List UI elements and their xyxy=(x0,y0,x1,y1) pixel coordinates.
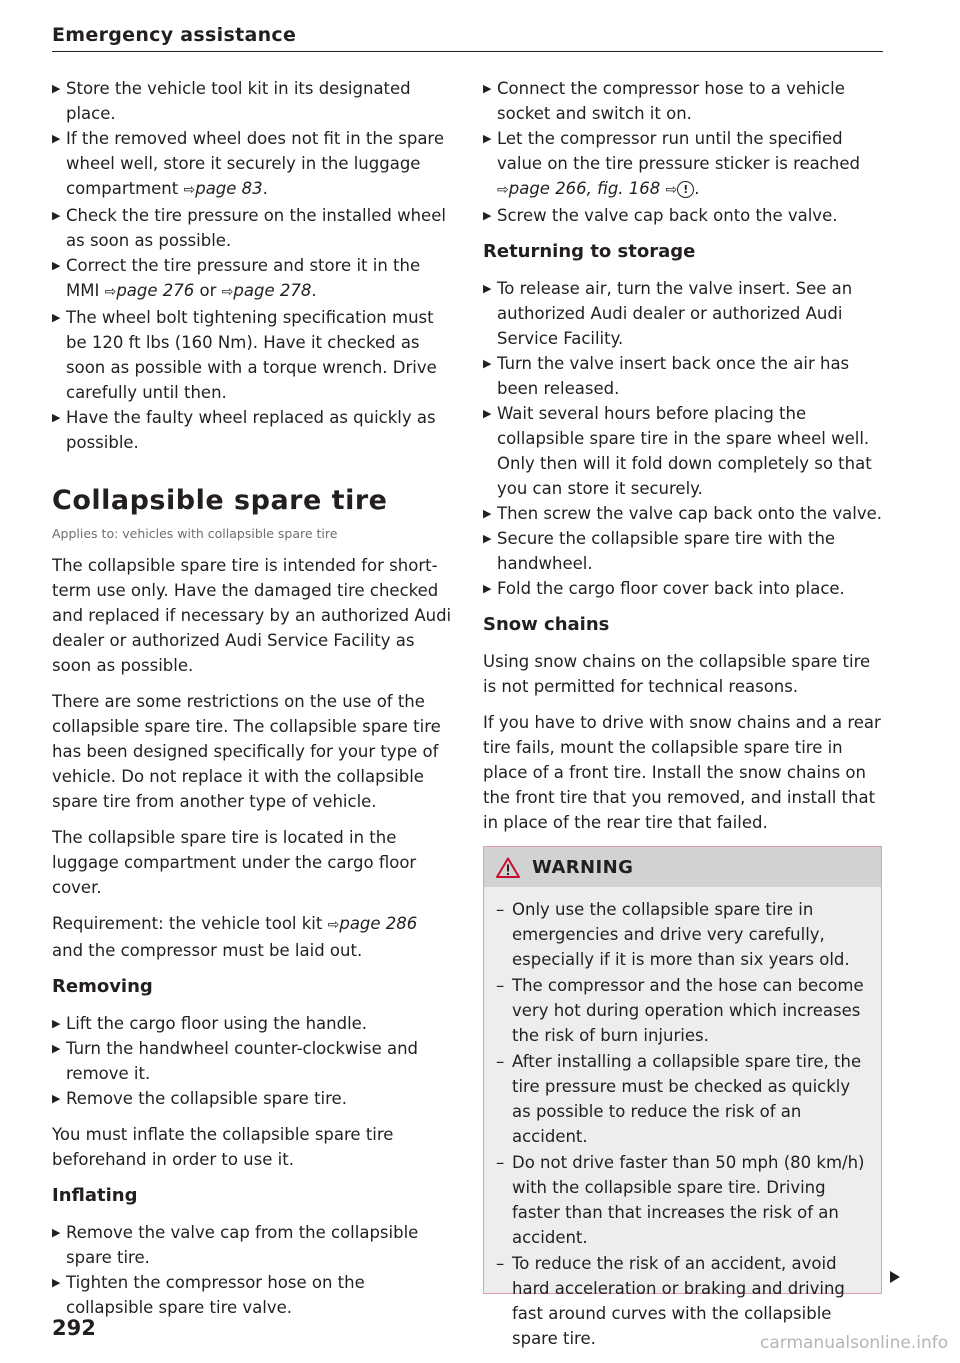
paragraph: You must inflate the collapsible spare tire beforehand in order to use it. xyxy=(52,1125,394,1169)
paragraph: The collapsible spare tire is located in the luggage compartment under the cargo floor cover. xyxy=(52,828,417,897)
triangle-right-icon: ▶ xyxy=(52,411,61,424)
paragraph: If you have to drive with snow chains and a rear tire fails, mount the collapsible spare tire in place of a front tire. Install the snow chains on the front tire that you removed, and install that in place of the rear tire that failed. xyxy=(483,713,881,832)
watermark: carmanualsonline.info xyxy=(760,1333,949,1353)
paragraph: Using snow chains on the collapsible spare tire is not permitted for technical reasons. xyxy=(483,652,871,696)
triangle-right-icon: ▶ xyxy=(52,1017,61,1030)
list-item: ▶ Let the compressor run until the specified value on the tire pressure sticker is reached ⇨page 266, fig. 168 ⇨ ! . xyxy=(483,126,883,203)
subhead-returning-to-storage: Returning to storage xyxy=(483,241,696,262)
triangle-right-icon: ▶ xyxy=(483,132,492,145)
triangle-right-icon: ▶ xyxy=(483,357,492,370)
triangle-right-icon: ▶ xyxy=(52,1092,61,1105)
page-number: 292 xyxy=(52,1316,96,1340)
warning-title: WARNING xyxy=(532,856,634,878)
page-ref-link[interactable]: ⇨page 278 xyxy=(221,281,312,300)
triangle-right-icon: ▶ xyxy=(52,82,61,95)
header-rule xyxy=(52,51,883,52)
list-item: ▶ Secure the collapsible spare tire with the handwheel. xyxy=(483,526,883,576)
continue-arrow-icon xyxy=(890,1271,900,1283)
list-item: ▶ Store the vehicle tool kit in its designated place. xyxy=(52,76,452,126)
list-item: ▶ Connect the compressor hose to a vehicle socket and switch it on. xyxy=(483,76,883,126)
arrow-right-icon: ⇨ xyxy=(665,182,678,198)
triangle-right-icon: ▶ xyxy=(483,507,492,520)
triangle-right-icon: ▶ xyxy=(483,209,492,222)
warning-triangle-icon xyxy=(496,857,520,878)
arrow-right-icon: ⇨ xyxy=(221,284,234,300)
arrow-right-icon: ⇨ xyxy=(104,284,117,300)
list-item: ▶ Remove the collapsible spare tire. xyxy=(52,1086,452,1111)
list-item: – To reduce the risk of an accident, avoid hard acceleration or braking and driving fast around curves with the collapsible spare tire. xyxy=(496,1254,845,1348)
triangle-right-icon: ▶ xyxy=(52,209,61,222)
list-item: ▶ Turn the handwheel counter-clockwise and remove it. xyxy=(52,1036,452,1086)
list-item: ▶ Remove the valve cap from the collapsible spare tire. xyxy=(52,1220,452,1270)
triangle-right-icon: ▶ xyxy=(483,82,492,95)
warning-box xyxy=(483,846,882,1348)
list-item: ▶ If the removed wheel does not fit in the spare wheel well, store it securely in the luggage compartment ⇨page 83. xyxy=(52,126,452,203)
triangle-right-icon: ▶ xyxy=(52,1042,61,1055)
arrow-right-icon: ⇨ xyxy=(327,917,340,933)
applies-to-note: Applies to: vehicles with collapsible spare tire xyxy=(52,526,338,541)
list-item: ▶ Fold the cargo floor cover back into place. xyxy=(483,576,883,601)
subhead-inflating: Inflating xyxy=(52,1185,138,1206)
triangle-right-icon: ▶ xyxy=(483,282,492,295)
triangle-right-icon: ▶ xyxy=(52,1276,61,1289)
list-item: ▶ The wheel bolt tightening specification must be 120 ft lbs (160 Nm). Have it checked as soon as possible with a torque wrench. Drive carefully until then. xyxy=(52,305,452,405)
caution-icon[interactable]: ! xyxy=(677,181,694,198)
subhead-snow-chains: Snow chains xyxy=(483,614,610,635)
triangle-right-icon: ▶ xyxy=(52,259,61,272)
right-column xyxy=(483,76,883,835)
page-header-title: Emergency assistance xyxy=(52,24,297,46)
triangle-right-icon: ▶ xyxy=(52,311,61,324)
list-item: ▶ Wait several hours before placing the collapsible spare tire in the spare wheel well. Only then will it fold down completely so that you can store it securely. xyxy=(483,401,883,501)
list-item: – The compressor and the hose can become very hot during operation which increases the risk of burn injuries. xyxy=(496,976,864,1045)
arrow-right-icon: ⇨ xyxy=(497,182,509,198)
list-item: ▶ Have the faulty wheel replaced as quickly as possible. xyxy=(52,405,452,455)
list-item: ▶ To release air, turn the valve insert. See an authorized Audi dealer or authorized Audi Service Facility. xyxy=(483,276,883,351)
page-ref-link[interactable]: ⇨page 286 xyxy=(327,914,418,933)
triangle-right-icon: ▶ xyxy=(483,582,492,595)
list-item: ▶ Check the tire pressure on the installed wheel as soon as possible. xyxy=(52,203,452,253)
paragraph: There are some restrictions on the use of the collapsible spare tire. The collapsible spare tire has been designed specifically for your type of vehicle. Do not replace it with the collapsible spare tire from another type of vehicle. xyxy=(52,692,441,811)
warning-header xyxy=(484,847,881,887)
warning-list xyxy=(484,887,881,1351)
list-item: – Do not drive faster than 50 mph (80 km/h) with the collapsible spare tire. Driving faster than that increases the risk of an accident. xyxy=(496,1153,865,1247)
list-item: – After installing a collapsible spare tire, the tire pressure must be checked as quickly as possible to reduce the risk of an accident. xyxy=(496,1052,862,1146)
section-title: Collapsible spare tire xyxy=(52,485,388,516)
triangle-right-icon: ▶ xyxy=(52,1226,61,1239)
left-column xyxy=(52,76,452,1320)
triangle-right-icon: ▶ xyxy=(52,132,61,145)
page-ref-link[interactable]: ⇨page 266, fig. 168 xyxy=(497,179,661,198)
subhead-removing: Removing xyxy=(52,976,153,997)
page-ref-link[interactable]: ⇨page 276 xyxy=(104,281,195,300)
list-item: ▶ Screw the valve cap back onto the valve. xyxy=(483,203,883,228)
list-item: ▶ Correct the tire pressure and store it in the MMI ⇨page 276 or ⇨page 278. xyxy=(52,253,452,305)
list-item: ▶ Lift the cargo floor using the handle. xyxy=(52,1011,452,1036)
list-item: ▶ Turn the valve insert back once the air has been released. xyxy=(483,351,883,401)
triangle-right-icon: ▶ xyxy=(483,407,492,420)
list-item: ▶ Then screw the valve cap back onto the valve. xyxy=(483,501,883,526)
arrow-right-icon: ⇨ xyxy=(183,182,196,198)
paragraph: The collapsible spare tire is intended for short-term use only. Have the damaged tire checked and replaced if necessary by an authorized Audi dealer or authorized Audi Service Facility as soon as possible. xyxy=(52,556,452,675)
triangle-right-icon: ▶ xyxy=(483,532,492,545)
list-item: ▶ Tighten the compressor hose on the collapsible spare tire valve. xyxy=(52,1270,452,1320)
page-ref-link[interactable]: ⇨page 83 xyxy=(183,179,263,198)
list-item: – Only use the collapsible spare tire in emergencies and drive very carefully, especially if it is more than six years old. xyxy=(496,900,850,969)
paragraph: Requirement: the vehicle tool kit ⇨page 286 and the compressor must be laid out. xyxy=(52,914,418,960)
